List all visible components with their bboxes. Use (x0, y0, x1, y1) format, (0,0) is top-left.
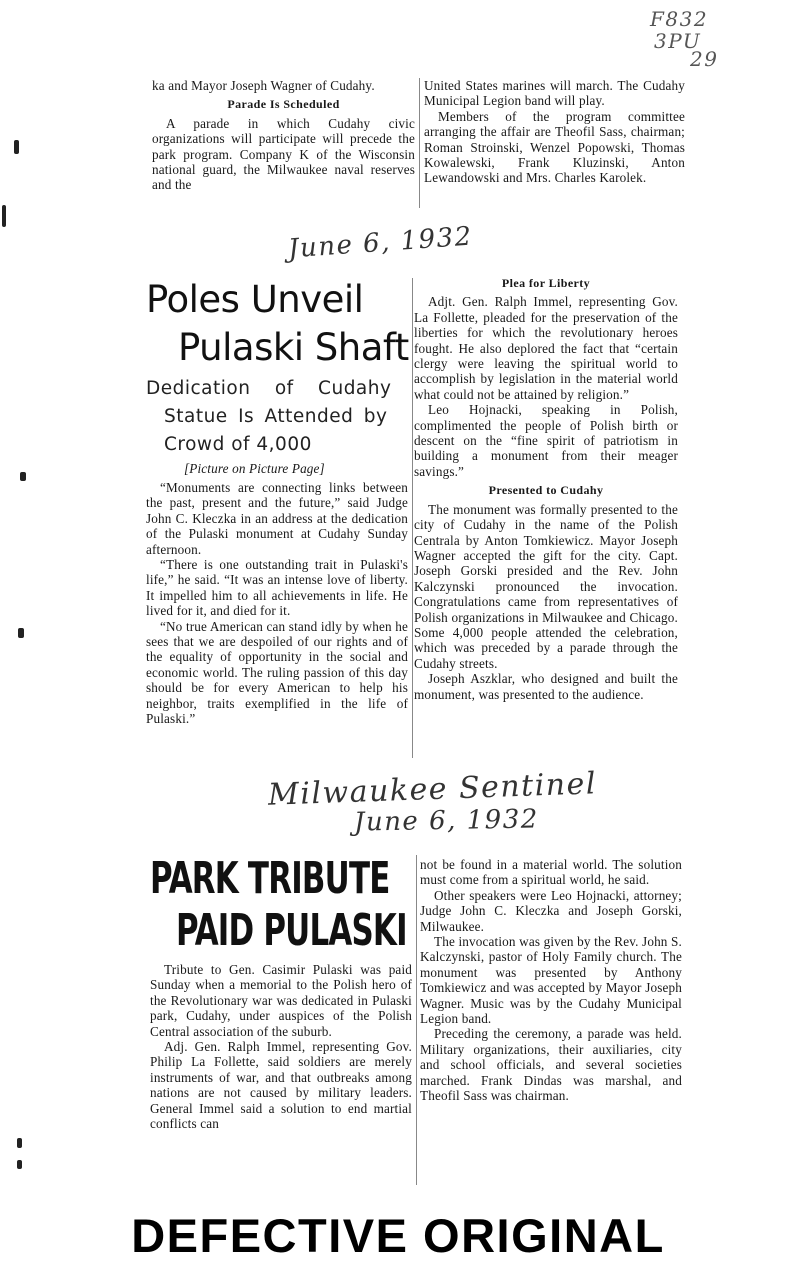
handwritten-date: June 6, 1932 (287, 221, 474, 265)
article2-left-column (146, 480, 408, 727)
corner-code-line3: 29 (690, 47, 719, 71)
margin-mark (2, 205, 6, 227)
paragraph: A parade in which Cudahy civic organizations will participate will precede the park program. Company K of the Wisconsin national guard, the Milwaukee naval reserves and the (152, 115, 415, 193)
picture-note-text: [Picture on Picture Page] (184, 461, 325, 476)
paragraph: Members of the program committee arranging the affair are Theofil Sass, chairman; Roman Stroinski, Wenzel Popowski, Thomas Kowalewski, Frank Kluzinski, Anton Lewandowski and Mrs. Charles Karolek. (424, 108, 685, 186)
corner-code-line2: 3PU (654, 29, 702, 53)
article-deck-line1: Dedication of Cudahy (146, 378, 392, 399)
paragraph: “There is one outstanding trait in Pulaski's life,” he said. “It was an intense love of liberty. It impelled him to all achievements in life. He lived for it, and died for it. (146, 557, 408, 619)
column-divider (419, 78, 420, 208)
margin-mark (20, 472, 26, 481)
article3-right-column (420, 857, 682, 1104)
paragraph: not be found in a material world. The solution must come from a spiritual world, he said. (420, 857, 682, 888)
paragraph: The monument was formally presented to the city of Cudahy in the name of the Polish Centrala by Anton Tomkiewicz. Mayor Joseph Wagner accepted the gift for the city. Capt. Joseph Gorski presided and the Rev. John Kalczynski pronounced the invocation. Congratulations came from representatives of Polish organizations in Milwaukee and Chicago. Some 4,000 people attended the celebration, which was preceded by a parade through the Cudahy streets. (414, 501, 678, 671)
article3-left-column (150, 962, 412, 1131)
paragraph: Adjt. Gen. Ralph Immel, representing Gov. La Follette, pleaded for the preservation of the liberties for which the revolutionary heroes fought. He also deplored the fact that “certain clergy were leaving the spiritual world to accomplish by legislation in the material world what could not be attained by religion.” (414, 294, 678, 402)
article-deck-line2: Statue Is Attended by (164, 406, 388, 427)
paragraph: The invocation was given by the Rev. John S. Kalczynski, pastor of Holy Family church. The monument was presented by Anthony Tomkiewicz and was accepted by Mayor Joseph Wagner. Music was by the Cudahy Municipal Legion band. (420, 934, 682, 1027)
paragraph: ka and Mayor Joseph Wagner of Cudahy. (152, 78, 375, 93)
article-headline-line2: Pulaski Shaft (178, 326, 409, 369)
clip1-left-column (152, 78, 415, 193)
paragraph: “No true American can stand idly by when he sees that we are despoiled of our rights and of the equality of opportunity in the social and economic world. The ruling passion of this day should be for every American to help his neighbor, traits exemplified in the life of Pulaski.” (146, 618, 408, 727)
handwritten-date: June 6, 1932 (353, 804, 540, 838)
column-divider (412, 278, 413, 758)
subheading: Presented to Cudahy (488, 483, 604, 498)
article-headline-line2: PAID PULASKI (176, 905, 407, 956)
defective-original-stamp: DEFECTIVE ORIGINAL (96, 1211, 700, 1261)
paragraph: Preceding the ceremony, a parade was held. Military organizations, their auxiliaries, city and school officials, and several societies marched. Frank Dindas was marshal, and Theofil Sass was chairman. (420, 1026, 682, 1104)
handwritten-source: Milwaukee Sentinel (267, 766, 598, 813)
corner-code-line1: F832 (650, 7, 709, 31)
paragraph: United States marines will march. The Cudahy Municipal Legion band will play. (424, 78, 685, 109)
picture-note (184, 461, 404, 476)
article-deck-line3: Crowd of 4,000 (164, 434, 312, 455)
article-headline-line1: PARK TRIBUTE (150, 853, 390, 904)
paragraph: Joseph Aszklar, who designed and built the monument, was presented to the audience. (414, 671, 678, 702)
subheading: Parade Is Scheduled (227, 97, 340, 112)
column-divider (416, 855, 417, 1185)
margin-mark (17, 1160, 22, 1169)
margin-mark (17, 1138, 22, 1148)
article-headline-line1: Poles Unveil (146, 278, 364, 321)
article2-right-column (414, 272, 678, 702)
paragraph: Leo Hojnacki, speaking in Polish, complimented the people of Polish birth or descent on the “fine spirit of patriotism in building a monument from their meager savings.” (414, 402, 678, 479)
clip1-right-column (424, 78, 685, 186)
subheading: Plea for Liberty (501, 276, 591, 290)
paragraph: “Monuments are connecting links between the past, present and the future,” said Judge John C. Kleczka in an address at the dedication of the Pulaski monument at Cudahy Sunday afternoon. (146, 480, 408, 557)
corner-code (650, 8, 718, 70)
paragraph: Tribute to Gen. Casimir Pulaski was paid Sunday when a memorial to the Polish hero of the Revolutionary war was dedicated in Pulaski park, Cudahy, under auspices of the Polish Central association of the suburb. (150, 962, 412, 1039)
paragraph: Other speakers were Leo Hojnacki, attorney; Judge John C. Kleczka and Joseph Gorski, Milwaukee. (420, 887, 682, 934)
margin-mark (14, 140, 19, 154)
paragraph: Adj. Gen. Ralph Immel, representing Gov. Philip La Follette, said soldiers are merely instruments of war, and that outbreaks among nations are not caused by military leaders. General Immel said a solution to end martial conflicts can (150, 1039, 412, 1132)
margin-mark (18, 628, 24, 638)
